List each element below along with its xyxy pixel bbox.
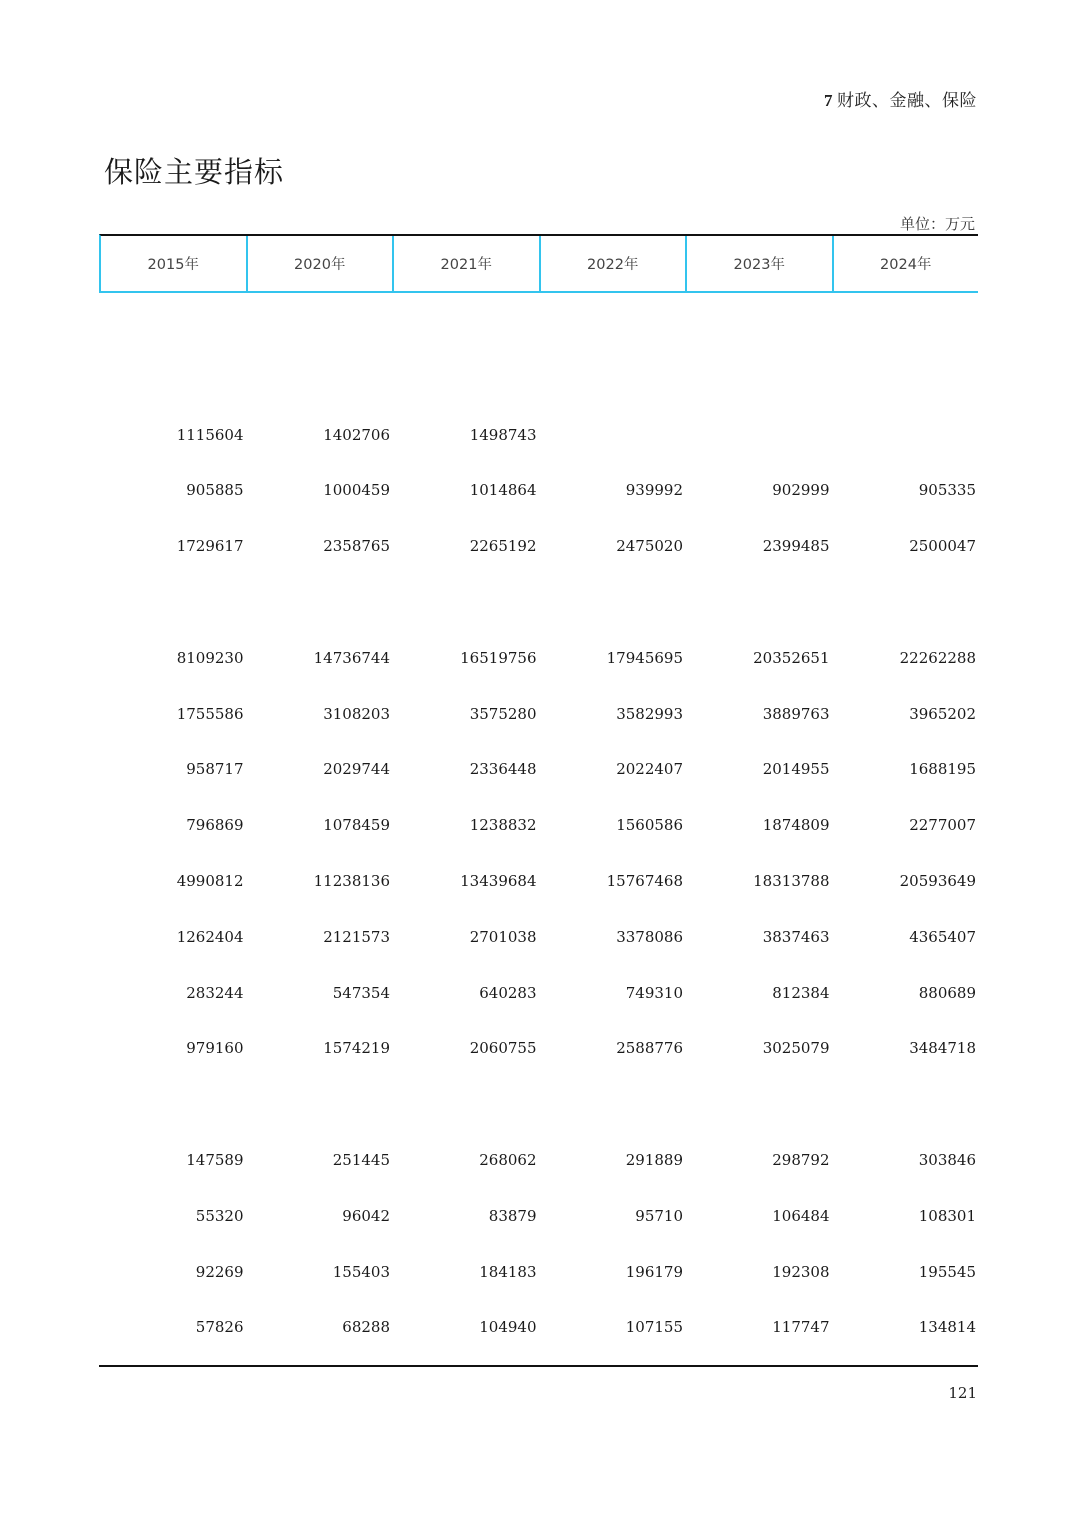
table-cell: 812384 bbox=[772, 983, 830, 1002]
table-cell: 640283 bbox=[479, 983, 537, 1002]
table-spacer-row bbox=[99, 574, 978, 630]
table-cell: 8109230 bbox=[176, 648, 244, 667]
chapter-title: 财政、金融、保险 bbox=[837, 91, 977, 111]
table-cell: 196179 bbox=[625, 1262, 683, 1281]
table-row bbox=[99, 630, 978, 686]
table-cell: 2588776 bbox=[616, 1039, 683, 1058]
table-cell: 4990812 bbox=[176, 872, 244, 891]
column-header-2021: 2021年 bbox=[394, 236, 541, 291]
table-cell: 958717 bbox=[186, 760, 244, 779]
table-cell: 2060755 bbox=[469, 1039, 537, 1058]
table-cell: 17945695 bbox=[606, 648, 683, 667]
table-cell: 1560586 bbox=[616, 816, 683, 835]
table-cell: 251445 bbox=[332, 1151, 390, 1170]
table-cell: 1238832 bbox=[469, 816, 537, 835]
table-cell: 2121573 bbox=[323, 927, 390, 946]
table-cell: 2277007 bbox=[909, 816, 976, 835]
table-cell: 2014955 bbox=[762, 760, 830, 779]
table-cell: 2029744 bbox=[323, 760, 390, 779]
table-cell: 979160 bbox=[186, 1039, 244, 1058]
table-cell: 2022407 bbox=[616, 760, 683, 779]
table-cell: 11238136 bbox=[313, 872, 390, 891]
column-header-2024: 2024年 bbox=[880, 257, 932, 273]
table-row bbox=[99, 742, 978, 798]
table-cell: 1078459 bbox=[323, 816, 390, 835]
table-row bbox=[99, 463, 978, 519]
table-cell: 68288 bbox=[342, 1318, 390, 1337]
table-cell: 3889763 bbox=[762, 704, 830, 723]
table-cell: 2701038 bbox=[469, 927, 537, 946]
table-cell: 16519756 bbox=[460, 648, 537, 667]
table-cell: 303846 bbox=[918, 1151, 976, 1170]
table-cell: 1729617 bbox=[176, 537, 244, 556]
table-cell: 796869 bbox=[186, 816, 244, 835]
table-cell: 96042 bbox=[342, 1206, 390, 1225]
table-row bbox=[99, 407, 978, 463]
table-cell: 1014864 bbox=[469, 481, 537, 500]
column-header-2023: 2023年 bbox=[687, 236, 834, 291]
indicator-table bbox=[99, 234, 978, 1367]
table-body bbox=[99, 293, 978, 1367]
table-cell: 1000459 bbox=[323, 481, 390, 500]
page-number: 121 bbox=[948, 1384, 977, 1402]
table-row bbox=[99, 1132, 978, 1188]
table-row bbox=[99, 853, 978, 909]
table-spacer-row bbox=[99, 351, 978, 407]
table-spacer-row bbox=[99, 1076, 978, 1132]
table-cell: 147589 bbox=[186, 1151, 244, 1170]
table-row bbox=[99, 518, 978, 574]
table-cell: 2358765 bbox=[323, 537, 390, 556]
table-cell: 20352651 bbox=[753, 648, 830, 667]
table-cell: 95710 bbox=[635, 1206, 683, 1225]
table-cell: 1874809 bbox=[762, 816, 830, 835]
table-cell: 547354 bbox=[332, 983, 390, 1002]
table-cell: 1574219 bbox=[323, 1039, 390, 1058]
table-cell: 195545 bbox=[918, 1262, 976, 1281]
table-row bbox=[99, 1244, 978, 1300]
table-cell: 2336448 bbox=[469, 760, 537, 779]
table-cell: 905335 bbox=[918, 481, 976, 500]
table-cell: 2399485 bbox=[762, 537, 830, 556]
table-cell: 268062 bbox=[479, 1151, 537, 1170]
table-row bbox=[99, 965, 978, 1021]
table-cell: 2265192 bbox=[469, 537, 537, 556]
table-row bbox=[99, 1021, 978, 1077]
table-cell: 1402706 bbox=[323, 425, 390, 444]
table-cell: 2475020 bbox=[616, 537, 683, 556]
table-cell: 283244 bbox=[186, 983, 244, 1002]
table-cell: 14736744 bbox=[313, 648, 390, 667]
table-cell: 3582993 bbox=[616, 704, 683, 723]
chapter-header bbox=[824, 86, 977, 111]
column-header-2022: 2022年 bbox=[541, 236, 688, 291]
table-cell: 3965202 bbox=[909, 704, 976, 723]
table-cell: 749310 bbox=[625, 983, 683, 1002]
column-header-2020: 2020年 bbox=[248, 236, 395, 291]
table-row bbox=[99, 1300, 978, 1356]
table-row bbox=[99, 909, 978, 965]
table-cell: 13439684 bbox=[460, 872, 537, 891]
table-cell: 3025079 bbox=[762, 1039, 830, 1058]
table-cell: 155403 bbox=[332, 1262, 390, 1281]
table-cell: 55320 bbox=[195, 1206, 244, 1225]
table-cell: 1262404 bbox=[176, 927, 244, 946]
page-title: 保险主要指标 bbox=[104, 155, 285, 189]
table-cell: 1115604 bbox=[176, 425, 244, 444]
table-cell: 291889 bbox=[625, 1151, 683, 1170]
table-cell: 939992 bbox=[625, 481, 683, 500]
table-cell: 18313788 bbox=[753, 872, 830, 891]
table-cell: 22262288 bbox=[899, 648, 976, 667]
table-cell: 106484 bbox=[772, 1206, 830, 1225]
table-cell: 902999 bbox=[772, 481, 830, 500]
column-header-2015: 2015年 bbox=[101, 236, 248, 291]
table-cell: 107155 bbox=[625, 1318, 683, 1337]
table-cell: 117747 bbox=[772, 1318, 830, 1337]
table-cell: 92269 bbox=[195, 1262, 244, 1281]
table-cell: 3108203 bbox=[323, 704, 390, 723]
table-cell: 1498743 bbox=[469, 425, 537, 444]
table-cell: 184183 bbox=[479, 1262, 537, 1281]
table-cell: 3575280 bbox=[469, 704, 537, 723]
table-cell: 3484718 bbox=[909, 1039, 976, 1058]
table-cell: 134814 bbox=[918, 1318, 976, 1337]
table-row bbox=[99, 797, 978, 853]
table-cell: 15767468 bbox=[606, 872, 683, 891]
table-cell: 108301 bbox=[918, 1206, 976, 1225]
unit-label: 单位：万元 bbox=[899, 215, 975, 233]
table-cell: 905885 bbox=[186, 481, 244, 500]
table-cell: 298792 bbox=[772, 1151, 830, 1170]
table-cell: 3378086 bbox=[616, 927, 683, 946]
table-cell: 104940 bbox=[479, 1318, 537, 1337]
table-cell: 20593649 bbox=[899, 872, 976, 891]
table-cell: 1688195 bbox=[909, 760, 976, 779]
table-cell: 4365407 bbox=[909, 927, 976, 946]
table-cell: 192308 bbox=[772, 1262, 830, 1281]
table-cell: 83879 bbox=[488, 1206, 537, 1225]
table-row bbox=[99, 1188, 978, 1244]
table-cell: 880689 bbox=[918, 983, 976, 1002]
table-cell: 1755586 bbox=[176, 704, 244, 723]
table-row bbox=[99, 686, 978, 742]
table-header bbox=[99, 234, 978, 293]
chapter-number: 7 bbox=[824, 91, 833, 110]
table-cell: 57826 bbox=[195, 1318, 244, 1337]
table-cell: 2500047 bbox=[909, 537, 976, 556]
table-cell: 3837463 bbox=[762, 927, 830, 946]
